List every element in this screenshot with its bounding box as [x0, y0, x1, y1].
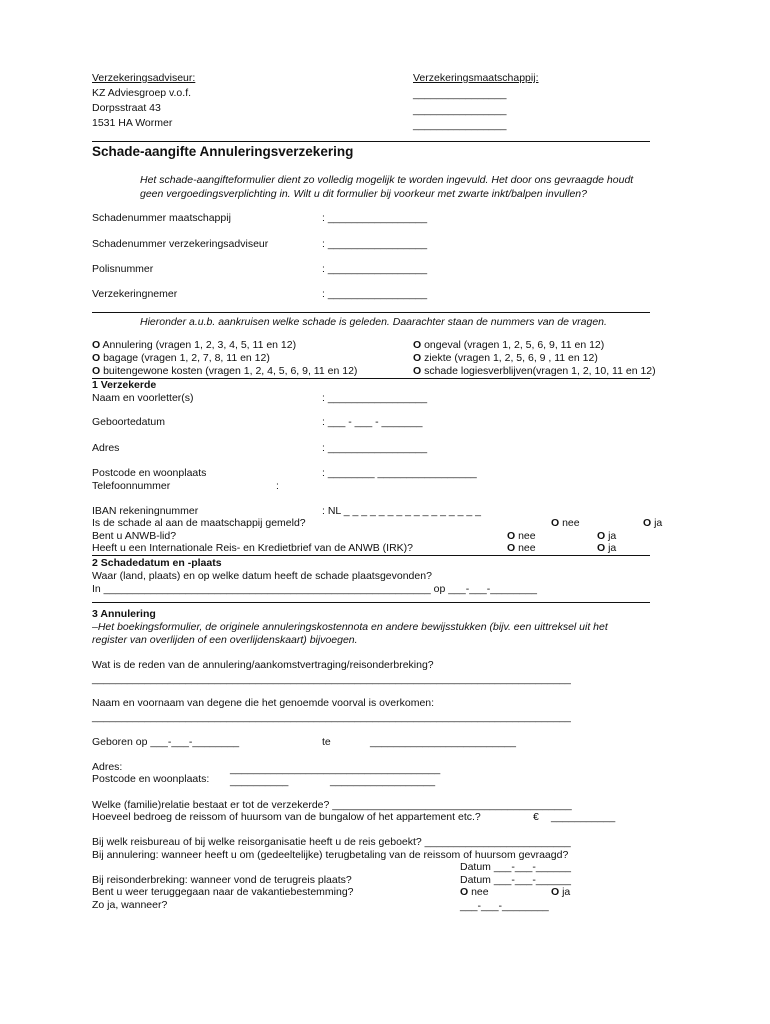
s3-postcode-label: Postcode en woonplaats:: [92, 773, 210, 785]
s1-birth-label: Geboortedatum: [92, 416, 165, 428]
field-input-polisnummer[interactable]: : _________________: [322, 263, 428, 275]
s1-phone-label: Telefoonnummer: [92, 480, 171, 492]
field-label-verzekeringnemer: Verzekeringnemer: [92, 288, 178, 300]
s1-address-label: Adres: [92, 442, 120, 454]
advisor-name: KZ Adviesgroep v.o.f.: [92, 87, 192, 99]
s1-postcode-input[interactable]: : ________ _________________: [322, 467, 477, 479]
checkbox-bagage[interactable]: O bagage (vragen 1, 2, 7, 8, 11 en 12): [92, 352, 270, 364]
insurer-line-1[interactable]: ________________: [413, 88, 507, 100]
s3-return-ja[interactable]: O ja: [551, 886, 571, 898]
s3-amount-input[interactable]: ___________: [551, 811, 616, 823]
s3-reason-input[interactable]: __________________________________________________________________________________: [92, 673, 571, 685]
s3-q-return: Bent u weer teruggegaan naar de vakantiebestemming?: [92, 886, 354, 898]
s1-anwb-ja[interactable]: O ja: [597, 530, 617, 542]
s1-reported-ja[interactable]: O ja: [643, 517, 663, 529]
section-3-title: 3 Annulering: [92, 608, 156, 620]
insurer-line-3[interactable]: ________________: [413, 119, 507, 131]
s3-refund-date[interactable]: Datum ___-___-______: [460, 861, 571, 873]
advisor-street: Dorpsstraat 43: [92, 102, 161, 114]
s3-person-input[interactable]: __________________________________________________________________________________: [92, 711, 571, 723]
s3-interrupt-date[interactable]: Datum ___-___-______: [460, 874, 571, 886]
s3-q-reason: Wat is de reden van de annulering/aankomstvertraging/reisonderbreking?: [92, 659, 434, 671]
s2-question: Waar (land, plaats) en op welke datum heeft de schade plaatsgevonden?: [92, 570, 432, 582]
s1-phone-input[interactable]: :: [276, 480, 279, 492]
s3-q-when: Zo ja, wanneer?: [92, 899, 168, 911]
s3-note-line-2: register van overlijden of een overlijdenskaart) bijvoegen.: [92, 634, 358, 646]
s3-note-line-1: –Het boekingsformulier, de originele annuleringskostennota en andere bewijsstukken (bijv. een uittreksel uit het: [92, 621, 608, 633]
s1-birth-input[interactable]: : ___ - ___ - _______: [322, 416, 423, 428]
s2-answer-input[interactable]: In ________________________________________________________ op ___-___-________: [92, 583, 537, 595]
s1-reported-nee[interactable]: O nee: [551, 517, 580, 529]
s3-q-refund: Bij annulering: wanneer heeft u om (gedeeltelijke) terugbetaling van de reissom of huursom gevraagd?: [92, 849, 569, 861]
section-1-title: 1 Verzekerde: [92, 379, 157, 391]
damage-divider: [92, 378, 650, 379]
s1-name-label: Naam en voorletter(s): [92, 392, 194, 404]
s1-address-input[interactable]: : _________________: [322, 442, 428, 454]
section-2-divider: [92, 602, 650, 603]
section-1-divider: [92, 555, 650, 556]
checkbox-annulering[interactable]: O Annulering (vragen 1, 2, 3, 4, 5, 11 en 12): [92, 339, 297, 351]
field-label-schadenummer-adviseur: Schadenummer verzekeringsadviseur: [92, 238, 269, 250]
s1-q-reported: Is de schade al aan de maatschappij gemeld?: [92, 517, 306, 529]
s3-born-input[interactable]: Geboren op ___-___-________: [92, 736, 240, 748]
s3-te-label: te: [322, 736, 331, 748]
s3-address-input[interactable]: ____________________________________: [230, 763, 441, 775]
fields-divider: [92, 312, 650, 313]
s1-postcode-label: Postcode en woonplaats: [92, 467, 207, 479]
checkbox-buitengewone-kosten[interactable]: O buitengewone kosten (vragen 1, 2, 4, 5, 6, 9, 11 en 12): [92, 365, 358, 377]
s1-iban-label: IBAN rekeningnummer: [92, 505, 199, 517]
s3-q-interrupt: Bij reisonderbreking: wanneer vond de terugreis plaats?: [92, 874, 352, 886]
checkbox-ziekte[interactable]: O ziekte (vragen 1, 2, 5, 6, 9 , 11 en 12): [413, 352, 598, 364]
s3-q-person: Naam en voornaam van degene die het genoemde voorval is overkomen:: [92, 697, 435, 709]
field-input-schadenummer-adviseur[interactable]: : _________________: [322, 238, 428, 250]
field-label-polisnummer: Polisnummer: [92, 263, 154, 275]
s3-q-amount: Hoeveel bedroeg de reissom of huursom van de bungalow of het appartement etc.?: [92, 811, 481, 823]
s1-anwb-nee[interactable]: O nee: [507, 530, 536, 542]
intro-line-2: geen vergoedingsverplichting in. Wilt u dit formulier bij voorkeur met zwarte inkt/balpen invullen?: [140, 188, 587, 200]
s1-iban-input[interactable]: : NL _ _ _ _ _ _ _ _ _ _ _ _ _ _ _ _: [322, 505, 481, 517]
s3-te-input[interactable]: _________________________: [370, 736, 516, 748]
s1-irk-nee[interactable]: O nee: [507, 542, 536, 554]
intro-line-1: Het schade-aangifteformulier dient zo volledig mogelijk te worden ingevuld. Het door ons gevraagde houdt: [140, 174, 634, 186]
s3-postcode-input-1[interactable]: __________: [230, 775, 289, 787]
s3-euro-sign: €: [533, 811, 539, 823]
field-label-schadenummer-maatschappij: Schadenummer maatschappij: [92, 212, 231, 224]
s3-address-label: Adres:: [92, 761, 123, 773]
s1-q-irk: Heeft u een Internationale Reis- en Kredietbrief van de ANWB (IRK)?: [92, 542, 413, 554]
header-divider: [92, 141, 650, 142]
s3-postcode-input-2[interactable]: __________________: [330, 775, 436, 787]
section-2-title: 2 Schadedatum en -plaats: [92, 557, 222, 569]
s3-q-agency[interactable]: Bij welk reisbureau of bij welke reisorganisatie heeft u de reis geboekt? _________________________: [92, 836, 571, 848]
s1-q-anwb: Bent u ANWB-lid?: [92, 530, 177, 542]
damage-instruction: Hieronder a.u.b. aankruisen welke schade is geleden. Daarachter staan de nummers van de vragen.: [140, 316, 607, 328]
field-input-verzekeringnemer[interactable]: : _________________: [322, 288, 428, 300]
s3-q-relation[interactable]: Welke (familie)relatie bestaat er tot de verzekerde? _________________________________________: [92, 799, 572, 811]
s1-name-input[interactable]: : _________________: [322, 392, 428, 404]
s3-return-nee[interactable]: O nee: [460, 886, 489, 898]
field-input-schadenummer-maatschappij[interactable]: : _________________: [322, 212, 428, 224]
s1-irk-ja[interactable]: O ja: [597, 542, 617, 554]
advisor-label: Verzekeringsadviseur:: [92, 72, 196, 84]
form-title: Schade-aangifte Annuleringsverzekering: [92, 144, 354, 159]
advisor-city: 1531 HA Wormer: [92, 117, 173, 129]
insurer-line-2[interactable]: ________________: [413, 104, 507, 116]
insurer-label: Verzekeringsmaatschappij:: [413, 72, 539, 84]
checkbox-schade-logiesverblijven[interactable]: O schade logiesverblijven(vragen 1, 2, 10, 11 en 12): [413, 365, 656, 377]
checkbox-ongeval[interactable]: O ongeval (vragen 1, 2, 5, 6, 9, 11 en 12): [413, 339, 605, 351]
s3-when-input[interactable]: ___-___-________: [460, 900, 549, 912]
